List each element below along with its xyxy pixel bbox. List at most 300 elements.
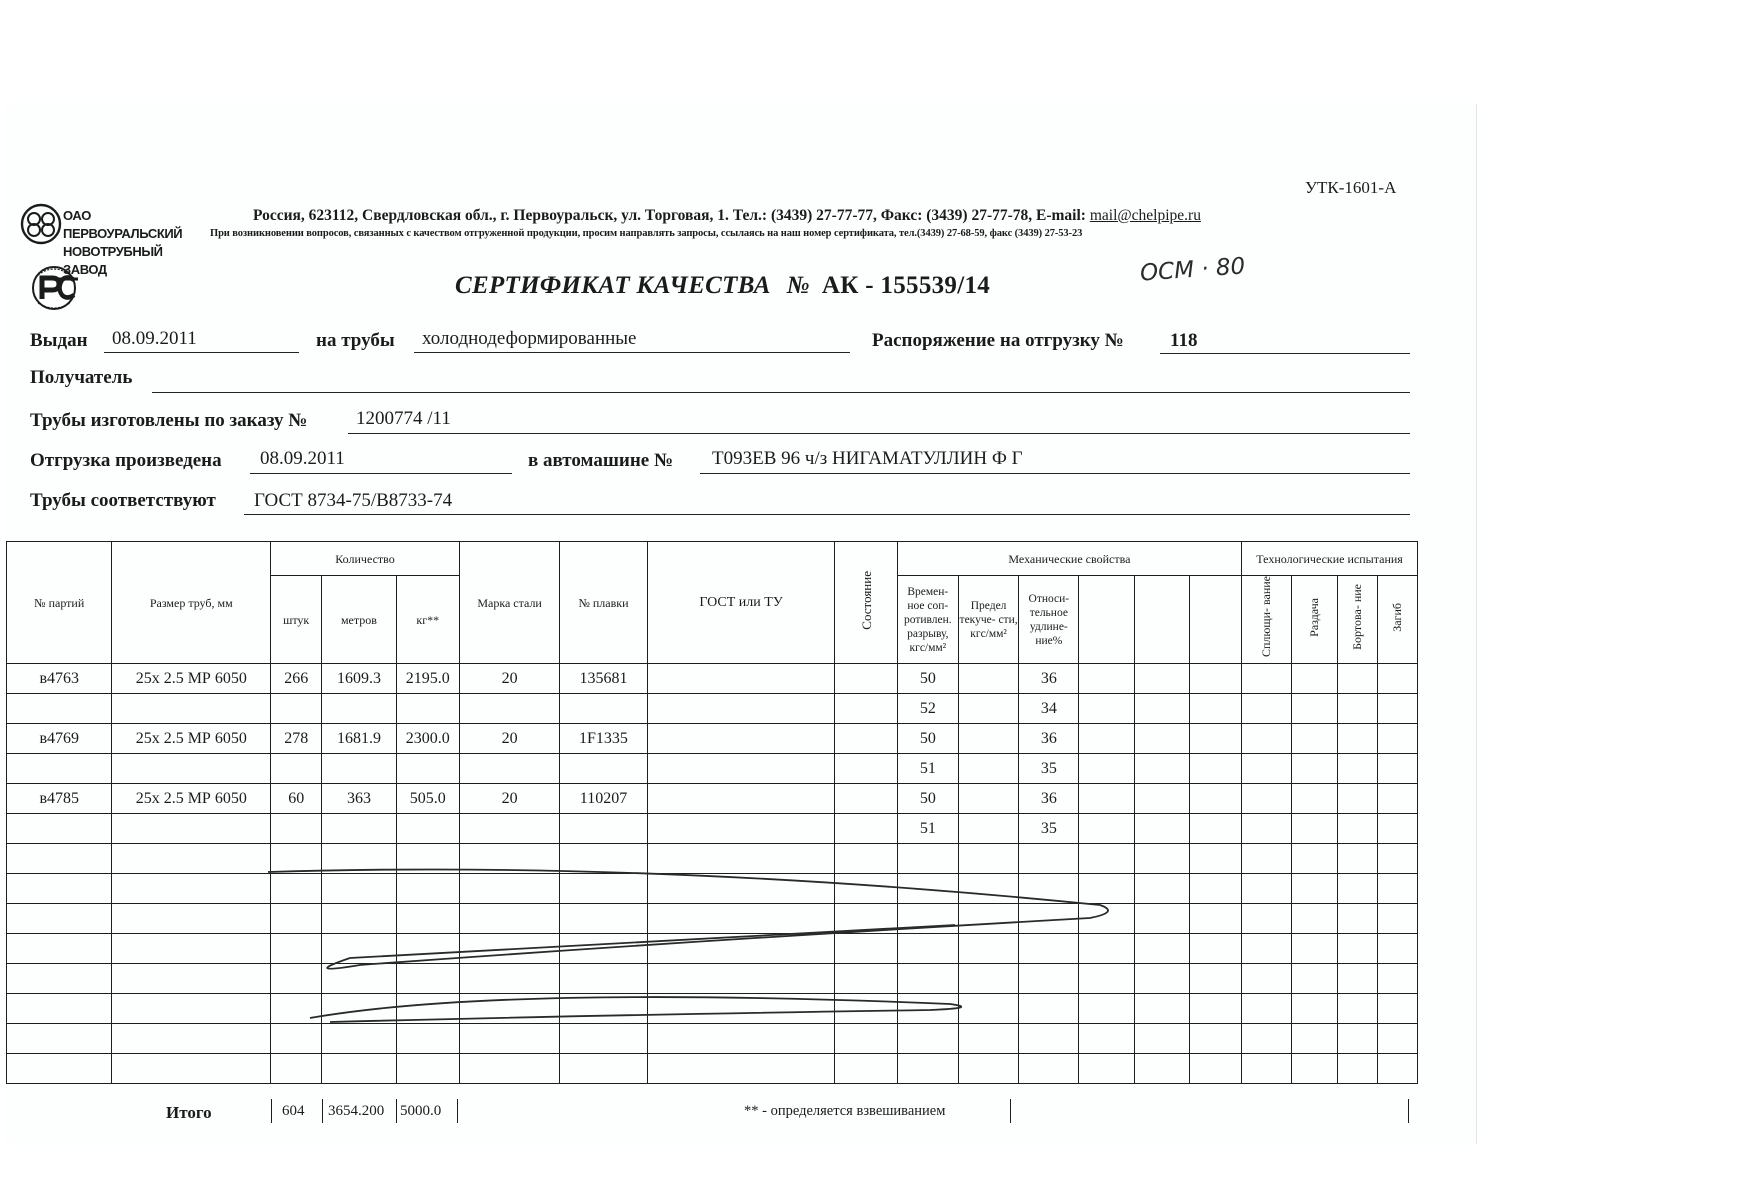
vehicle-value: Т093ЕВ 96 ч/з НИГАМАТУЛЛИН Ф Г bbox=[712, 448, 1023, 469]
cell-elongation: 34 bbox=[1019, 694, 1079, 724]
standard-value: ГОСТ 8734-75/В8733-74 bbox=[254, 490, 453, 511]
cell-blank bbox=[958, 994, 1018, 1024]
cell-blank bbox=[958, 1024, 1018, 1054]
cell-blank bbox=[958, 904, 1018, 934]
weighing-footnote: ** - определяется взвешиванием bbox=[744, 1103, 946, 1119]
cell-blank bbox=[1134, 784, 1189, 814]
cell-blank bbox=[1134, 814, 1189, 844]
cell-blank bbox=[1337, 844, 1377, 874]
cell-blank bbox=[1377, 724, 1417, 754]
header-flattening: Сплющи- вание bbox=[1259, 576, 1274, 658]
cell-blank bbox=[1134, 754, 1189, 784]
cell-blank bbox=[897, 904, 958, 934]
company-emblem-icon bbox=[20, 203, 64, 245]
cell-blank bbox=[1189, 724, 1241, 754]
made-label: Трубы изготовлены по заказу № bbox=[30, 410, 308, 431]
cell-blank bbox=[271, 844, 322, 874]
header-meters: метров bbox=[322, 576, 396, 664]
cell-blank bbox=[1377, 754, 1417, 784]
cell-blank bbox=[1079, 814, 1134, 844]
cell-blank bbox=[1134, 904, 1189, 934]
cell-tensile: 50 bbox=[897, 724, 958, 754]
cell-blank bbox=[271, 904, 322, 934]
cell-blank bbox=[396, 874, 459, 904]
cell-blank bbox=[560, 934, 647, 964]
cell-blank bbox=[1134, 934, 1189, 964]
cell-blank bbox=[1377, 1024, 1417, 1054]
cell-blank bbox=[1079, 724, 1134, 754]
cell-blank bbox=[1337, 1024, 1377, 1054]
cell-blank bbox=[7, 964, 112, 994]
cell-blank bbox=[560, 1054, 647, 1084]
cell-blank bbox=[958, 874, 1018, 904]
cell-condition bbox=[835, 694, 897, 724]
cell-meters bbox=[322, 694, 396, 724]
cell-blank bbox=[112, 934, 271, 964]
cell-blank bbox=[560, 904, 647, 934]
cell-kg: 2195.0 bbox=[396, 664, 459, 694]
cell-condition bbox=[835, 724, 897, 754]
cell-pieces: 266 bbox=[271, 664, 322, 694]
cell-heat bbox=[560, 754, 647, 784]
cell-blank bbox=[1019, 1054, 1079, 1084]
cell-elongation: 36 bbox=[1019, 784, 1079, 814]
cell-pieces: 60 bbox=[271, 784, 322, 814]
cell-blank bbox=[1337, 934, 1377, 964]
cell-blank bbox=[560, 964, 647, 994]
cell-blank bbox=[459, 1054, 559, 1084]
cell-size: 25х 2.5 МР 6050 bbox=[112, 784, 271, 814]
cell-blank bbox=[7, 1024, 112, 1054]
cell-blank bbox=[1189, 1054, 1241, 1084]
cell-blank bbox=[1242, 844, 1292, 874]
cell-blank bbox=[835, 874, 897, 904]
cell-blank bbox=[560, 1024, 647, 1054]
table-row-empty bbox=[7, 1024, 1418, 1054]
table-row-empty bbox=[7, 1054, 1418, 1084]
cell-yield bbox=[958, 784, 1018, 814]
cell-size bbox=[112, 754, 271, 784]
cell-blank bbox=[271, 1024, 322, 1054]
cell-meters bbox=[322, 814, 396, 844]
cell-blank bbox=[396, 844, 459, 874]
cell-elongation: 35 bbox=[1019, 814, 1079, 844]
cell-blank bbox=[1242, 1054, 1292, 1084]
cell-blank bbox=[1377, 994, 1417, 1024]
totals-divider bbox=[457, 1099, 458, 1123]
table-row bbox=[7, 664, 1418, 694]
cell-blank bbox=[112, 904, 271, 934]
cell-gost bbox=[647, 784, 835, 814]
cell-blank bbox=[560, 994, 647, 1024]
header-gost: ГОСТ или ТУ bbox=[647, 542, 835, 664]
order-label: Распоряжение на отгрузку № bbox=[872, 330, 1124, 351]
cell-blank bbox=[322, 1054, 396, 1084]
cell-blank bbox=[1292, 784, 1337, 814]
header-flattening-cell bbox=[1242, 576, 1292, 664]
header-kg: кг** bbox=[396, 576, 459, 664]
cell-blank bbox=[897, 934, 958, 964]
cell-blank bbox=[112, 1054, 271, 1084]
quality-notice: При возникновении вопросов, связанных с качеством отгруженной продукции, просим направлять запросы, ссылаясь на наш номер сертификата, тел.(3439) 27-68-59, факс (3439) 27-53-23 bbox=[210, 228, 1083, 239]
cell-batch: в4769 bbox=[7, 724, 112, 754]
header-tech-tests: Технологические испытания bbox=[1242, 542, 1418, 576]
cell-blank bbox=[112, 844, 271, 874]
cell-blank bbox=[271, 964, 322, 994]
cell-kg bbox=[396, 694, 459, 724]
totals-divider bbox=[396, 1099, 397, 1123]
cell-blank bbox=[835, 964, 897, 994]
cell-blank bbox=[1292, 994, 1337, 1024]
table-row-empty bbox=[7, 994, 1418, 1024]
totals-label: Итого bbox=[166, 1103, 212, 1122]
cell-kg bbox=[396, 754, 459, 784]
document-title bbox=[455, 272, 990, 300]
cell-blank bbox=[396, 1024, 459, 1054]
cell-elongation: 36 bbox=[1019, 664, 1079, 694]
cell-blank bbox=[647, 844, 835, 874]
cell-blank bbox=[1242, 724, 1292, 754]
cell-yield bbox=[958, 724, 1018, 754]
cell-blank bbox=[1189, 904, 1241, 934]
cell-blank bbox=[1079, 964, 1134, 994]
cell-pieces bbox=[271, 694, 322, 724]
cell-blank bbox=[897, 844, 958, 874]
totals-divider bbox=[1010, 1099, 1011, 1123]
cell-blank bbox=[322, 904, 396, 934]
header-heat: № плавки bbox=[560, 542, 647, 664]
cell-kg: 2300.0 bbox=[396, 724, 459, 754]
cell-blank bbox=[647, 874, 835, 904]
cell-blank bbox=[958, 964, 1018, 994]
cell-blank bbox=[647, 1024, 835, 1054]
header-pieces: штук bbox=[271, 576, 322, 664]
header-flaring: Раздача bbox=[1306, 597, 1321, 637]
cell-blank bbox=[459, 844, 559, 874]
cell-pieces bbox=[271, 814, 322, 844]
cell-blank bbox=[1134, 1024, 1189, 1054]
cell-blank bbox=[271, 874, 322, 904]
cell-blank bbox=[1134, 664, 1189, 694]
cell-heat: 1F1335 bbox=[560, 724, 647, 754]
address-text: Россия, 623112, Свердловская обл., г. Первоуральск, ул. Торговая, 1. Тел.: (3439) 27-77-77, Факс: (3439) 27-77-78, E-mail: bbox=[253, 207, 1090, 224]
header-steel: Марка стали bbox=[459, 542, 559, 664]
cell-blank bbox=[1242, 994, 1292, 1024]
cell-blank bbox=[1292, 1024, 1337, 1054]
shipment-label: Отгрузка произведена bbox=[30, 450, 222, 471]
cell-heat bbox=[560, 694, 647, 724]
cell-blank bbox=[1337, 754, 1377, 784]
cell-blank bbox=[322, 874, 396, 904]
cell-blank bbox=[835, 904, 897, 934]
cell-blank bbox=[1292, 664, 1337, 694]
cell-blank bbox=[1189, 694, 1241, 724]
cell-blank bbox=[897, 994, 958, 1024]
header-tensile: Времен- ное соп- ротивлен. разрыву, кгс/мм² bbox=[897, 576, 958, 664]
title-text: СЕРТИФИКАТ КАЧЕСТВА bbox=[455, 272, 771, 299]
cell-gost bbox=[647, 664, 835, 694]
header-flanging: Бортова- ние bbox=[1349, 584, 1364, 650]
cell-blank bbox=[459, 874, 559, 904]
cell-blank bbox=[1337, 784, 1377, 814]
cell-blank bbox=[1377, 964, 1417, 994]
cell-blank bbox=[396, 934, 459, 964]
cell-blank bbox=[7, 844, 112, 874]
cell-condition bbox=[835, 814, 897, 844]
certificate-number: АК - 155539/14 bbox=[821, 272, 991, 299]
cell-blank bbox=[835, 1024, 897, 1054]
cell-yield bbox=[958, 754, 1018, 784]
cell-blank bbox=[897, 1054, 958, 1084]
standard-label: Трубы соответствуют bbox=[30, 490, 216, 511]
cell-blank bbox=[835, 934, 897, 964]
cell-blank bbox=[1189, 784, 1241, 814]
cell-meters: 1609.3 bbox=[322, 664, 396, 694]
cell-blank bbox=[647, 904, 835, 934]
table-row bbox=[7, 784, 1418, 814]
cell-tensile: 51 bbox=[897, 814, 958, 844]
cell-heat: 110207 bbox=[560, 784, 647, 814]
cell-blank bbox=[271, 1054, 322, 1084]
company-name-line1: ОАО ПЕРВОУРАЛЬСКИЙ bbox=[63, 208, 183, 241]
header-flanging-cell bbox=[1337, 576, 1377, 664]
cell-blank bbox=[1242, 754, 1292, 784]
cell-blank bbox=[1337, 1054, 1377, 1084]
cell-blank bbox=[1189, 1024, 1241, 1054]
cell-gost bbox=[647, 724, 835, 754]
cell-blank bbox=[112, 874, 271, 904]
cell-blank bbox=[1242, 814, 1292, 844]
table-row-empty bbox=[7, 874, 1418, 904]
title-number-sign: № bbox=[786, 272, 810, 299]
cell-pieces bbox=[271, 754, 322, 784]
table-row bbox=[7, 754, 1418, 784]
cell-blank bbox=[1292, 1054, 1337, 1084]
cell-blank bbox=[1079, 1054, 1134, 1084]
cell-blank bbox=[958, 934, 1018, 964]
cell-batch: в4785 bbox=[7, 784, 112, 814]
header-elongation: Относи- тельное удлине- ние% bbox=[1019, 576, 1079, 664]
table-row-empty bbox=[7, 904, 1418, 934]
cell-blank bbox=[1377, 694, 1417, 724]
vehicle-underline bbox=[700, 473, 1410, 474]
cell-meters: 1681.9 bbox=[322, 724, 396, 754]
cell-blank bbox=[1189, 664, 1241, 694]
cell-blank bbox=[459, 904, 559, 934]
order-underline bbox=[1160, 353, 1410, 354]
cell-blank bbox=[835, 1054, 897, 1084]
cell-blank bbox=[1337, 964, 1377, 994]
cell-size: 25х 2.5 МР 6050 bbox=[112, 664, 271, 694]
cell-steel bbox=[459, 814, 559, 844]
pipes-label: на трубы bbox=[316, 330, 395, 351]
cell-blank bbox=[1019, 844, 1079, 874]
cell-blank bbox=[322, 934, 396, 964]
cell-gost bbox=[647, 814, 835, 844]
shipment-value: 08.09.2011 bbox=[260, 448, 345, 469]
cell-condition bbox=[835, 664, 897, 694]
cell-blank bbox=[835, 844, 897, 874]
company-address bbox=[253, 207, 1201, 225]
cell-blank bbox=[1242, 784, 1292, 814]
cell-blank bbox=[1242, 664, 1292, 694]
totals-divider bbox=[322, 1099, 323, 1123]
cell-blank bbox=[560, 874, 647, 904]
pipes-underline bbox=[414, 352, 850, 353]
header-mech-blank-3 bbox=[1189, 576, 1241, 664]
cell-blank bbox=[396, 904, 459, 934]
table-row-empty bbox=[7, 844, 1418, 874]
certification-mark-icon bbox=[28, 261, 84, 313]
standard-underline bbox=[244, 514, 1410, 515]
cell-blank bbox=[1019, 934, 1079, 964]
cell-batch: в4763 bbox=[7, 664, 112, 694]
cell-blank bbox=[1134, 1054, 1189, 1084]
cell-blank bbox=[459, 964, 559, 994]
cell-blank bbox=[112, 994, 271, 1024]
cell-steel: 20 bbox=[459, 724, 559, 754]
header-batch: № партий bbox=[7, 542, 112, 664]
cell-blank bbox=[1134, 844, 1189, 874]
cell-blank bbox=[1079, 994, 1134, 1024]
cell-blank bbox=[1019, 904, 1079, 934]
cell-size bbox=[112, 694, 271, 724]
cell-blank bbox=[1189, 814, 1241, 844]
cell-blank bbox=[1377, 1054, 1417, 1084]
company-logo bbox=[20, 203, 205, 277]
cell-blank bbox=[1337, 664, 1377, 694]
cell-tensile: 50 bbox=[897, 784, 958, 814]
cell-blank bbox=[1019, 1024, 1079, 1054]
issued-underline bbox=[104, 352, 299, 353]
cell-blank bbox=[271, 994, 322, 1024]
cell-tensile: 52 bbox=[897, 694, 958, 724]
cell-gost bbox=[647, 694, 835, 724]
cell-blank bbox=[396, 994, 459, 1024]
cell-blank bbox=[1079, 1024, 1134, 1054]
cell-blank bbox=[112, 1024, 271, 1054]
cell-blank bbox=[958, 844, 1018, 874]
cell-meters: 363 bbox=[322, 784, 396, 814]
cell-blank bbox=[1337, 724, 1377, 754]
cell-blank bbox=[1377, 904, 1417, 934]
cell-blank bbox=[1337, 904, 1377, 934]
cell-blank bbox=[1134, 964, 1189, 994]
cell-blank bbox=[1377, 814, 1417, 844]
cell-meters bbox=[322, 754, 396, 784]
cell-blank bbox=[897, 874, 958, 904]
cell-batch bbox=[7, 814, 112, 844]
cell-blank bbox=[897, 964, 958, 994]
cell-condition bbox=[835, 754, 897, 784]
email-link[interactable]: mail@chelpipe.ru bbox=[1089, 207, 1201, 224]
cell-batch bbox=[7, 694, 112, 724]
totals-kg: 5000.0 bbox=[400, 1103, 442, 1119]
cell-blank bbox=[322, 994, 396, 1024]
cell-blank bbox=[1337, 694, 1377, 724]
cell-blank bbox=[1377, 934, 1417, 964]
cell-blank bbox=[1134, 874, 1189, 904]
cell-blank bbox=[1079, 754, 1134, 784]
cell-blank bbox=[1242, 904, 1292, 934]
cell-blank bbox=[7, 874, 112, 904]
cell-blank bbox=[1189, 994, 1241, 1024]
shipment-underline bbox=[250, 473, 512, 474]
cell-blank bbox=[1292, 874, 1337, 904]
cell-blank bbox=[7, 904, 112, 934]
header-mech-blank-2 bbox=[1134, 576, 1189, 664]
cell-blank bbox=[1337, 814, 1377, 844]
cell-blank bbox=[459, 1024, 559, 1054]
totals-pieces: 604 bbox=[282, 1103, 305, 1119]
cell-steel bbox=[459, 754, 559, 784]
cell-blank bbox=[396, 964, 459, 994]
cell-blank bbox=[1377, 874, 1417, 904]
cell-blank bbox=[1079, 844, 1134, 874]
cell-tensile: 51 bbox=[897, 754, 958, 784]
cell-blank bbox=[322, 964, 396, 994]
cell-yield bbox=[958, 694, 1018, 724]
recipient-label: Получатель bbox=[30, 367, 133, 388]
cell-blank bbox=[112, 964, 271, 994]
cell-blank bbox=[897, 1024, 958, 1054]
cell-blank bbox=[647, 934, 835, 964]
cell-blank bbox=[271, 934, 322, 964]
cell-blank bbox=[1292, 904, 1337, 934]
recipient-underline bbox=[152, 392, 1410, 393]
issued-label: Выдан bbox=[30, 330, 88, 351]
totals-meters: 3654.200 bbox=[328, 1103, 385, 1119]
cell-blank bbox=[1292, 724, 1337, 754]
cell-pieces: 278 bbox=[271, 724, 322, 754]
table-row-empty bbox=[7, 934, 1418, 964]
cell-heat bbox=[560, 814, 647, 844]
header-flaring-cell bbox=[1292, 576, 1337, 664]
cell-blank bbox=[1242, 964, 1292, 994]
cell-blank bbox=[1134, 724, 1189, 754]
made-value: 1200774 /11 bbox=[356, 408, 451, 429]
vehicle-label: в автомашине № bbox=[528, 450, 674, 471]
cell-blank bbox=[647, 964, 835, 994]
company-name-line2: НОВОТРУБНЫЙ ЗАВОД bbox=[63, 244, 163, 277]
cell-yield bbox=[958, 664, 1018, 694]
cell-blank bbox=[1189, 874, 1241, 904]
cell-batch bbox=[7, 754, 112, 784]
cell-blank bbox=[1242, 694, 1292, 724]
cell-steel: 20 bbox=[459, 664, 559, 694]
cell-blank bbox=[1292, 844, 1337, 874]
certificate-table bbox=[6, 541, 1418, 1084]
cell-blank bbox=[647, 994, 835, 1024]
cell-blank bbox=[1079, 694, 1134, 724]
cell-blank bbox=[1189, 844, 1241, 874]
cell-blank bbox=[1189, 964, 1241, 994]
form-code: УТК-1601-А bbox=[1305, 178, 1397, 197]
totals-divider bbox=[271, 1099, 272, 1123]
cell-blank bbox=[1337, 874, 1377, 904]
table-row-empty bbox=[7, 964, 1418, 994]
cell-steel bbox=[459, 694, 559, 724]
header-size: Размер труб, мм bbox=[112, 542, 271, 664]
cell-yield bbox=[958, 814, 1018, 844]
header-condition-cell bbox=[835, 542, 897, 664]
issued-value: 08.09.2011 bbox=[112, 328, 197, 349]
cell-blank bbox=[1377, 664, 1417, 694]
cell-blank bbox=[322, 1024, 396, 1054]
cell-blank bbox=[1189, 934, 1241, 964]
cell-kg: 505.0 bbox=[396, 784, 459, 814]
cell-kg bbox=[396, 814, 459, 844]
